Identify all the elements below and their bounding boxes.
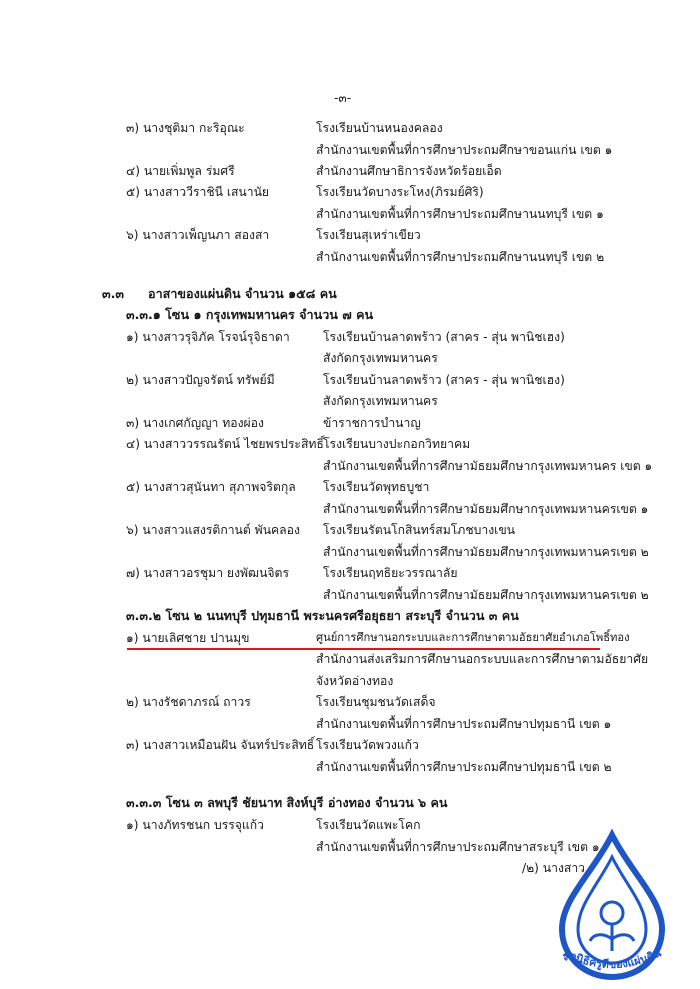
list-item-org: สำนักงานศึกษาธิการจังหวัดร้อยเอ็ด [316, 164, 502, 178]
list-item-org: โรงเรียนชุมชนวัดเสด็จ [316, 695, 436, 709]
red-underline [127, 648, 600, 650]
list-item-org: สำนักงานเขตพื้นที่การศึกษามัธยมศึกษากรุงเทพมหานครเขต ๑ [323, 502, 649, 516]
zone-heading: ๓.๓.๓ โซน ๓ ลพบุรี ชัยนาท สิงห์บุรี อ่างทอง จำนวน ๖ คน [126, 795, 448, 810]
list-item-name: ๗) นางสาวอรชุมา ยงพัฒนจิตร [126, 566, 290, 580]
zone-heading: ๓.๓.๒ โซน ๒ นนทบุรี ปทุมธานี พระนครศรีอยุธยา สระบุรี จำนวน ๓ คน [126, 608, 519, 623]
list-item-org: สังกัดกรุงเทพมหานคร [323, 351, 438, 365]
logo-text: มูลนิธิครูดีของแผ่นดิน [560, 946, 664, 972]
list-item-name: ๑) นางสาวรุจิภัค โรจน์รุจิธาดา [126, 330, 290, 344]
list-item-name: ๕) นางสาวสุนันทา สุภาพจริตกุล [126, 480, 296, 494]
list-item-name: ๓) นางชุติมา กะริอุณะ [126, 121, 245, 135]
zone-heading: ๓.๓.๑ โซน ๑ กรุงเทพมหานคร จำนวน ๗ คน [126, 307, 374, 322]
list-item-org: โรงเรียนบ้านลาดพร้าว (สาคร - สุ่น พานิชเฮง) [323, 373, 565, 387]
list-item-name: ๒) นางรัชดาภรณ์ ถาวร [126, 695, 251, 709]
list-item-org: สำนักงานส่งเสริมการศึกษานอกระบบและการศึกษาตามอัธยาศัย [316, 652, 649, 666]
list-item-org: โรงเรียนรัตนโกสินทร์สมโภชบางเขน [323, 523, 515, 537]
list-item-name: ๑) นางภัทรชนก บรรจุแก้ว [126, 818, 265, 832]
continuation-note: /๒) นางสาว.. [522, 861, 593, 875]
foundation-logo-icon [532, 829, 692, 987]
list-item-org: โรงเรียนวัดพุทธบูชา [323, 480, 430, 494]
list-item-org: สำนักงานเขตพื้นที่การศึกษาประถมศึกษานนทบุรี เขต ๒ [316, 250, 605, 264]
list-item-name: ๖) นางสาวแสงรติกานต์ พันคลอง [126, 523, 300, 537]
list-item-name: ๓) นางเกศกัญญา ทองผ่อง [126, 416, 264, 430]
list-item-org: จังหวัดอ่างทอง [316, 674, 394, 688]
list-item-org: สำนักงานเขตพื้นที่การศึกษาประถมศึกษาสระบุรี เขต ๑ [316, 840, 600, 854]
list-item-name: ๔) นายเพิ่มพูล ร่มศรี [126, 164, 235, 178]
list-item-name: ๕) นางสาววีราชินี เสนานัย [126, 185, 270, 199]
section-title: อาสาของแผ่นดิน จำนวน ๑๕๘ คน [148, 286, 337, 301]
list-item-name: ๓) นางสาวเหมือนฝัน จันทร์ประสิทธิ์ [126, 738, 315, 752]
list-item-org: โรงเรียนบ้านลาดพร้าว (สาคร - สุ่น พานิชเฮง) [323, 330, 565, 344]
list-item-name: ๔) นางสาววรรณรัตน์ ไชยพรประสิทธิ์ [126, 437, 324, 451]
list-item-org: สำนักงานเขตพื้นที่การศึกษามัธยมศึกษากรุงเทพมหานครเขต ๒ [323, 545, 649, 559]
list-item-org: สำนักงานเขตพื้นที่การศึกษาประถมศึกษานนทบุรี เขต ๑ [316, 207, 604, 221]
list-item-org: โรงเรียนฤทธิยะวรรณาลัย [323, 566, 458, 580]
list-item-org: โรงเรียนบางปะกอกวิทยาคม [323, 437, 471, 451]
list-item-name: ๖) นางสาวเพ็ญนภา สองสา [126, 228, 270, 242]
list-item-org: สำนักงานเขตพื้นที่การศึกษามัธยมศึกษากรุงเทพมหานคร เขต ๑ [323, 459, 653, 473]
list-item-org: โรงเรียนวัดบางระโหง(ภิรมย์ศิริ) [316, 185, 484, 199]
list-item-org: ศูนย์การศึกษานอกระบบและการศึกษาตามอัธยาศัยอำเภอโพธิ์ทอง [316, 631, 630, 644]
list-item-org: โรงเรียนวัดแพะโคก [316, 818, 421, 832]
list-item-org: สำนักงานเขตพื้นที่การศึกษาประถมศึกษาขอนแก่น เขต ๑ [316, 143, 613, 157]
list-item-org: ข้าราชการบำนาญ [323, 416, 421, 430]
section-number: ๓.๓ [102, 286, 125, 301]
list-item-name: ๑) นายเลิศชาย ปานมุข [126, 631, 250, 645]
list-item-name: ๒) นางสาวปัญจรัตน์ ทรัพย์มี [126, 373, 275, 387]
page-number: -๓- [334, 91, 352, 105]
list-item-org: สำนักงานเขตพื้นที่การศึกษามัธยมศึกษากรุงเทพมหานครเขต ๒ [323, 588, 649, 602]
list-item-org: โรงเรียนบ้านหนองคลอง [316, 121, 443, 135]
list-item-org: โรงเรียนสุเหร่าเขียว [316, 228, 421, 242]
list-item-org: สำนักงานเขตพื้นที่การศึกษาประถมศึกษาปทุมธานี เขต ๑ [316, 717, 612, 731]
list-item-org: สำนักงานเขตพื้นที่การศึกษาประถมศึกษาปทุมธานี เขต ๒ [316, 760, 612, 774]
list-item-org: สังกัดกรุงเทพมหานคร [323, 394, 438, 408]
list-item-org: โรงเรียนวัดพวงแก้ว [316, 738, 419, 752]
